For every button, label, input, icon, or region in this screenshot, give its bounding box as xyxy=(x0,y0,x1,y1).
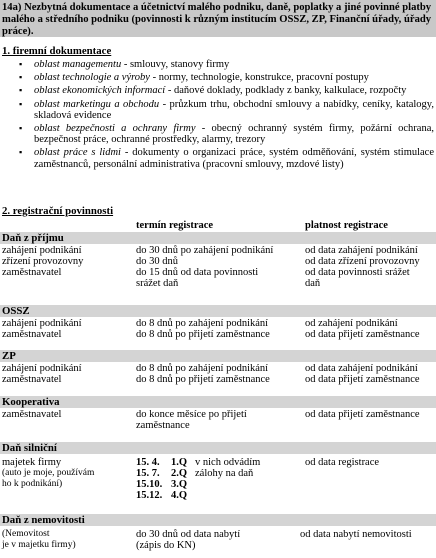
group-header-income-tax: Daň z příjmu xyxy=(0,232,436,244)
group-col2: do 30 dnů od data nabytí (zápis do KN) xyxy=(136,529,241,551)
group-col3: od data přijetí zaměstnance xyxy=(305,409,420,420)
column-header-registration: termín registrace xyxy=(136,220,214,231)
list-item: ▪ oblast managementu - smlouvy, stanovy firmy xyxy=(0,59,436,70)
group-header-zp: ZP xyxy=(0,350,436,362)
group-col3: od zahájení podnikání od data přijetí zaměstnance xyxy=(305,318,420,340)
group-col3: od data zahájení podnikání od data zřízení provozovny od data povinnosti srážet daň xyxy=(305,245,420,289)
group-header-ossz: OSSZ xyxy=(0,305,436,317)
group-col1: majetek firmy (auto je moje, používám ho k podnikání) xyxy=(2,457,95,489)
column-header-validity: platnost registrace xyxy=(305,220,388,231)
list-item: ▪ oblast technologie a výroby - normy, technologie, konstrukce, pracovní postupy xyxy=(0,72,436,83)
documentation-list xyxy=(0,59,436,172)
group-col1: zahájení podnikání zaměstnavatel xyxy=(2,363,82,385)
list-item: ▪ oblast ekonomických informací - daňové doklady, podklady z bankу, kalkulace, rozpočty xyxy=(0,85,436,96)
road-tax-note: v nich odvádím zálohy na daň xyxy=(195,457,261,479)
group-col3: od data registrace xyxy=(305,457,380,468)
list-item: ▪ oblast bezpečnosti a ochrany firmy - obecný ochranný systém firmy, požární ochrana, bezpečnost práce, ochranné prostředky, alarmy, trezory xyxy=(0,123,436,145)
road-tax-quarters: 1.Q 2.Q 3.Q 4.Q xyxy=(171,457,188,501)
group-col2: do 8 dnů po zahájení podnikání do 8 dnů po přijetí zaměstnance xyxy=(136,318,270,340)
group-col1: (Nemovitost je v majetku firmy) xyxy=(2,529,76,550)
group-header-property-tax: Daň z nemovitosti xyxy=(0,514,436,526)
group-col1: zaměstnavatel xyxy=(2,409,62,420)
group-col2: do 8 dnů po zahájení podnikání do 8 dnů po přijetí zaměstnance xyxy=(136,363,270,385)
group-col2: do 30 dnů po zahájení podnikání do 30 dnů do 15 dnů od data povinnosti srážet daň xyxy=(136,245,274,289)
group-header-road-tax: Daň silniční xyxy=(0,442,436,454)
group-col3: od data zahájení podnikání od data přijetí zaměstnance xyxy=(305,363,420,385)
group-col2: do konce měsíce po přijetí zaměstnance xyxy=(136,409,247,431)
section-heading-documentation: 1. firemní dokumentace xyxy=(2,45,112,57)
group-col1: zahájení podnikání zaměstnavatel xyxy=(2,318,82,340)
group-col1: zahájení podnikání zřízení provozovny zaměstnavatel xyxy=(2,245,84,278)
section-heading-registration: 2. registrační povinnosti xyxy=(2,205,114,217)
page-title: 14a) Nezbytná dokumentace a účetnictví malého podniku, daně, poplatky a jiné povinné platby malého a středního podniku (povinnosti k různým institucím OSSZ, ZP, Finanční úřady, úřady práce). xyxy=(0,0,436,37)
road-tax-dates: 15. 4. 15. 7. 15.10. 15.12. xyxy=(136,457,163,501)
list-item: ▪ oblast marketingu a obchodu - průzkum trhu, obchodní smlouvy a nabídky, ceníky, katalogy, skladová evidence xyxy=(0,99,436,121)
group-col3: od data nabytí nemovitosti xyxy=(300,529,412,540)
group-header-kooperativa: Kooperativa xyxy=(0,396,436,408)
list-item: ▪ oblast práce s lidmi - dokumenty o organizaci práce, systém odměňování, systém stimulace zaměstnanců, personální administrativa (pracovní smlouvy, mzdové listy) xyxy=(0,147,436,169)
